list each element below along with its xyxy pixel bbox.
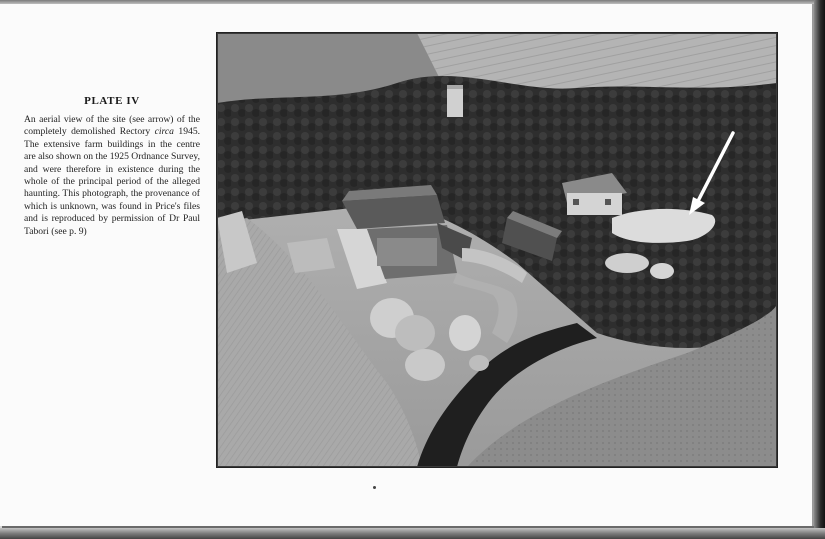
page-right-edge [814,0,825,539]
plate-title: PLATE IV [84,95,140,107]
plate-caption [24,114,200,238]
rubble-heap [605,253,649,273]
aerial-photo-illustration [217,33,777,467]
aerial-photograph [216,32,778,468]
caption-text-1: An aerial view of the site (see arrow) of the completely demolished Rectory [24,114,200,138]
caption-text-2: 1945. The extensive farm buildings in the centre are also shown on the 1925 Ordnance Survey, and were therefore in existence during the whole of the principal period of the alleged haunting. This photograph, the provenance of which is unknown, was found in Price's files and is reproduced by permission of Dr Paul Tabori (see p. 9) [24,126,201,237]
caption-text-italic: circa [154,126,174,138]
page-bottom-edge [0,528,825,539]
page-speck [373,486,376,489]
book-page [0,4,814,526]
church-tower [447,85,463,117]
